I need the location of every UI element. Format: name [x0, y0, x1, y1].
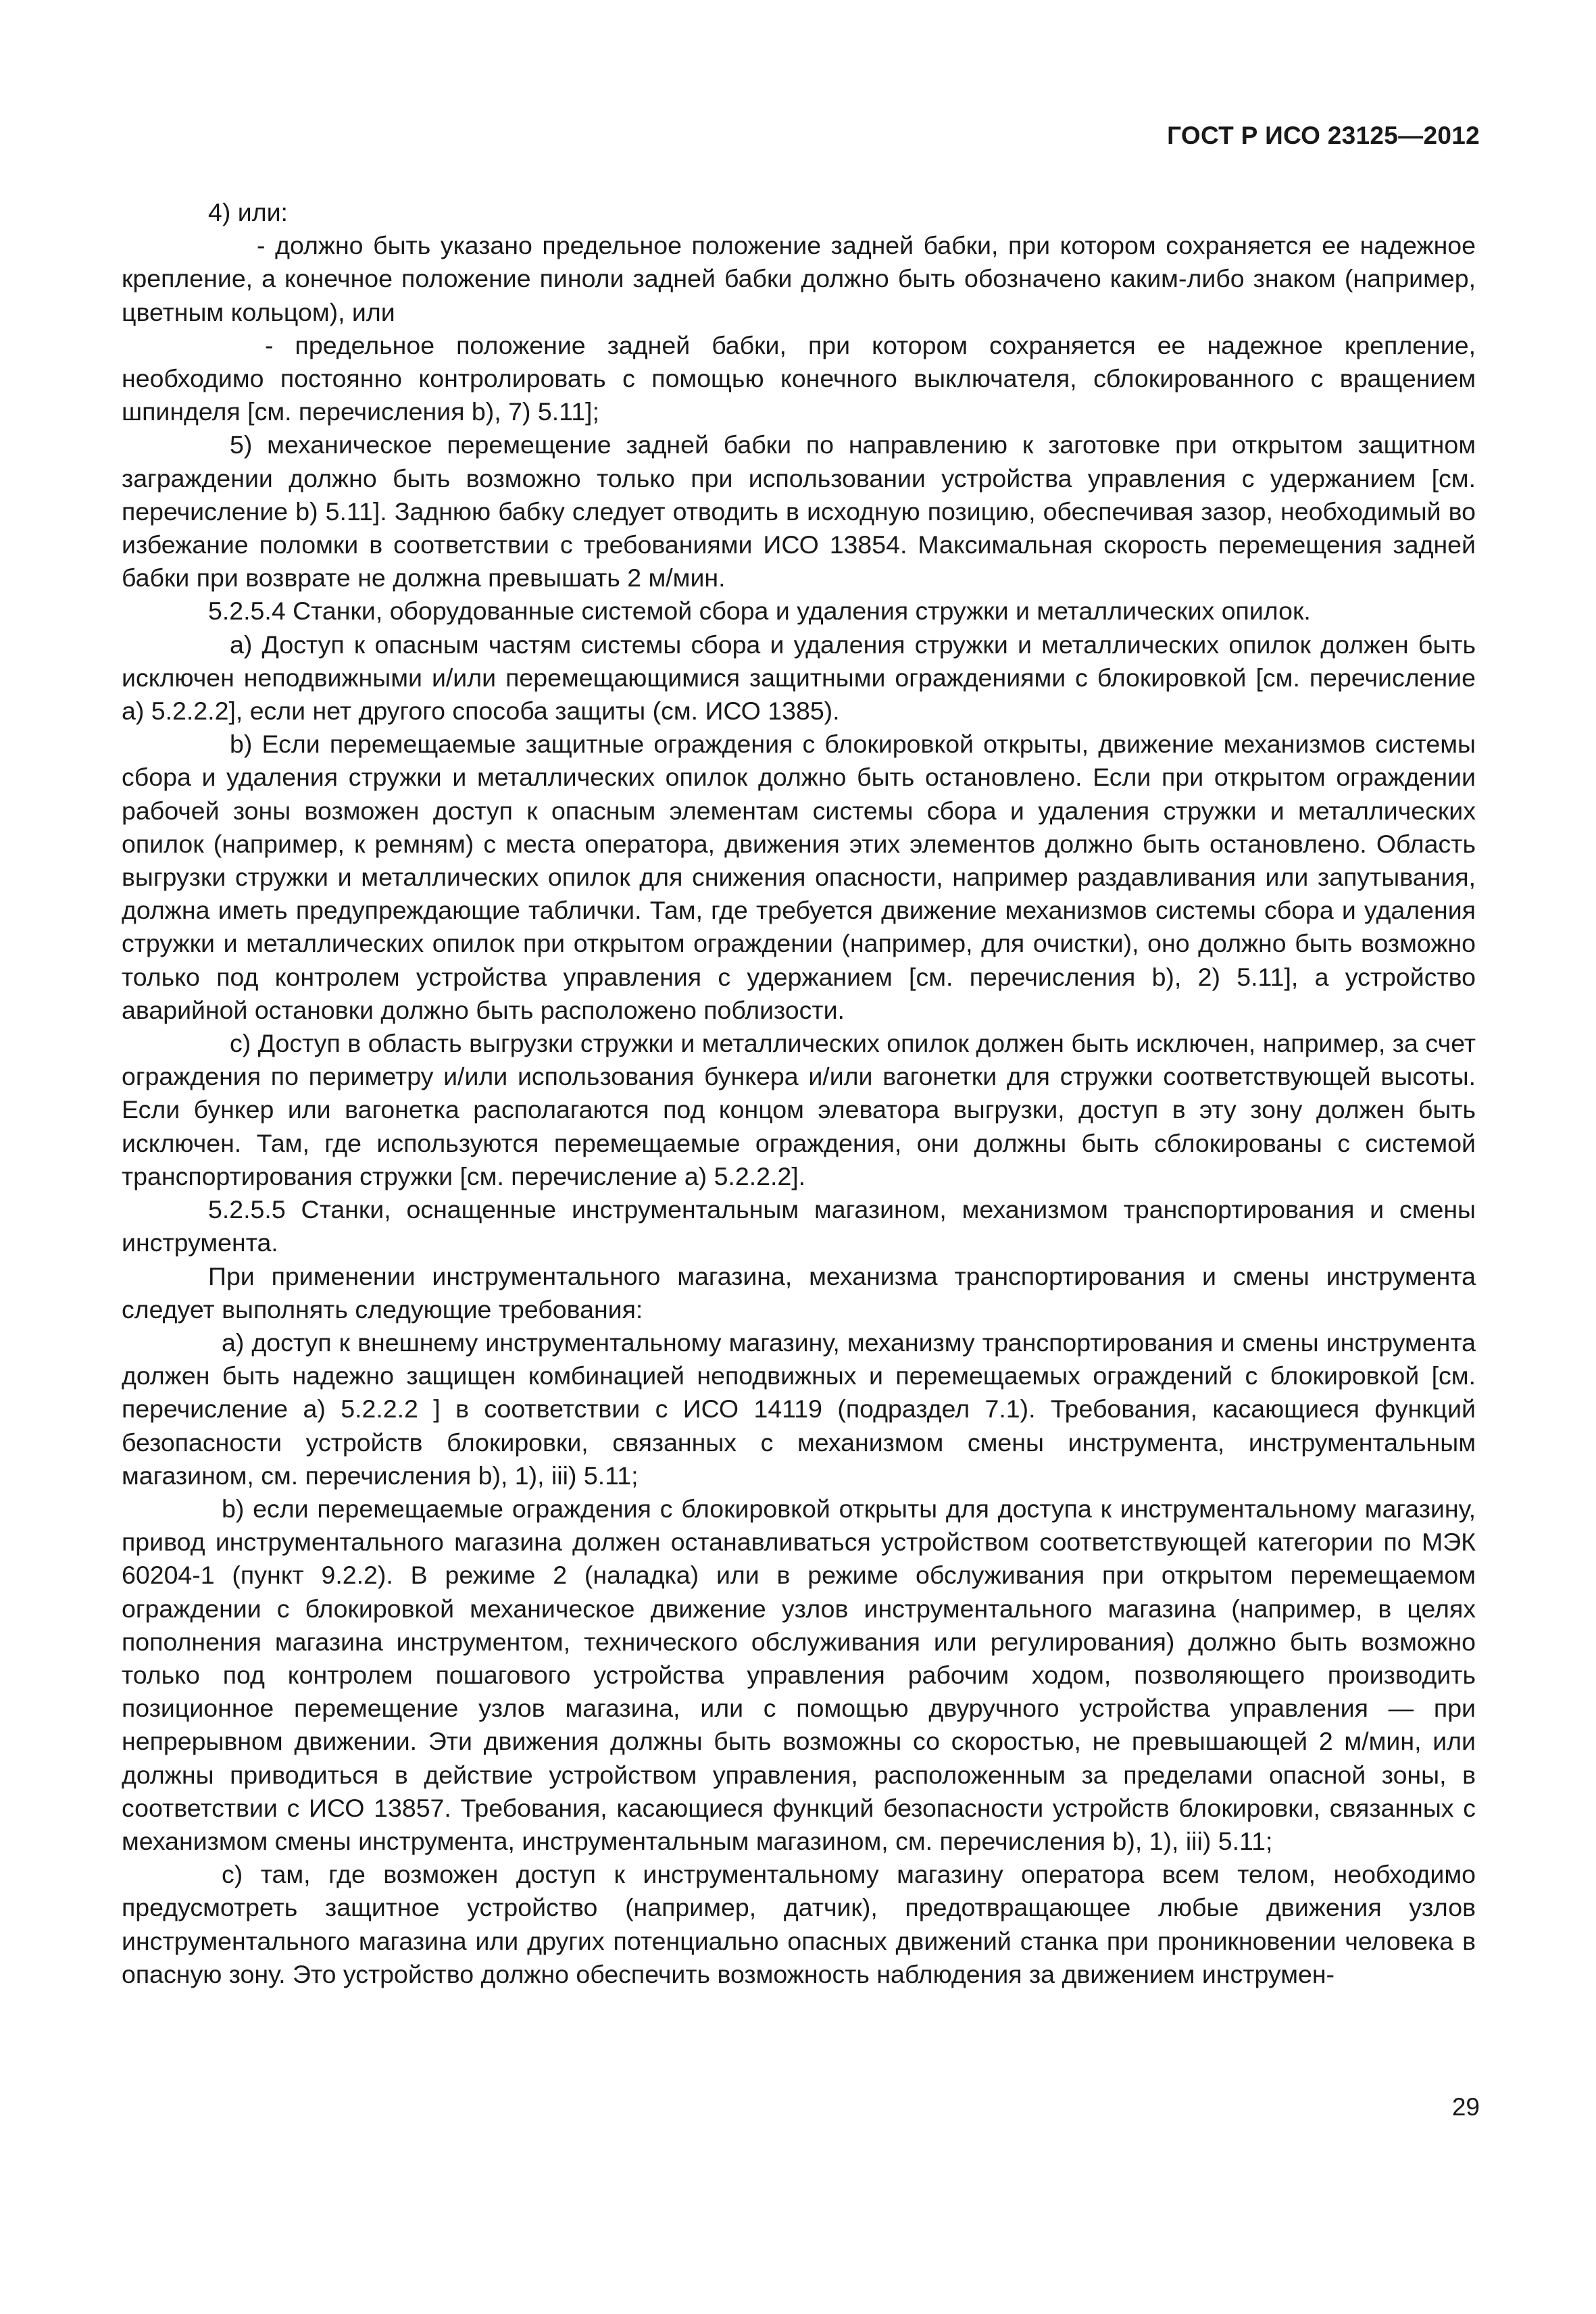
paragraph-5-2-5-4-a: a) Доступ к опасным частям системы сбора и удаления стружки и металлических опилок должен быть исключен неподвижными и/или перемещающимися защитными ограждениями с блокировкой [см. перечисление a) 5.2.2.2], если нет другого способа защиты (см. ИСО 1385).: [122, 630, 1476, 726]
page-number: 29: [1451, 2093, 1480, 2121]
paragraph-5-2-5-5-intro: При применении инструментального магазина, механизма транспортирования и смены инструмента следует выполнять следующие требования:: [122, 1261, 1476, 1324]
document-body: [122, 196, 1476, 1991]
paragraph-dash-2: - предельное положение задней бабки, при котором сохраняется ее надежное крепление, необходимо постоянно контролировать с помощью конечного выключателя, сблокированного с вращением шпинделя [см. перечисления b), 7) 5.11];: [122, 330, 1476, 426]
paragraph-5-2-5-5-c: c) там, где возможен доступ к инструментальному магазину оператора всем телом, необходимо предусмотреть защитное устройство (например, датчик), предотвращающее любые движения узлов инструментального магазина или других потенциально опасных движений станка при проникновении человека в опасную зону. Это устройство должно обеспечить возможность наблюдения за движением инструмен-: [122, 1860, 1476, 1988]
paragraph-item-4: 4) или:: [208, 198, 288, 226]
paragraph-5-2-5-4-b: b) Если перемещаемые защитные ограждения с блокировкой открыты, движение механизмов системы сбора и удаления стружки и металлических опилок должно быть остановлено. Если при открытом ограждении рабочей зоны возможен доступ к опасным элементам системы сбора и удаления стружки и металлических опилок (например, к ремням) с места оператора, движения этих элементов должно быть остановлено. Область выгрузки стружки и металлических опилок для снижения опасности, например раздавливания или запутывания, должна иметь предупреждающие таблички. Там, где требуется движение механизмов системы сбора и удаления стружки и металлических опилок при открытом ограждении (например, для очистки), оно должно быть возможно только под контролем устройства управления с удержанием [см. перечисления b), 2) 5.11], а устройство аварийной остановки должно быть расположено поблизости.: [122, 730, 1476, 1024]
paragraph-5-2-5-5-b: b) если перемещаемые ограждения с блокировкой открыты для доступа к инструментальному магазину, привод инструментального магазина должен останавливаться устройством соответствующей категории по МЭК 60204-1 (пункт 9.2.2). В режиме 2 (наладка) или в режиме обслуживания при открытом перемещаемом ограждении с блокировкой механическое движение узлов инструментального магазина (например, в целях пополнения магазина инструментом, технического обслуживания или регулирования) должно быть возможно только под контролем пошагового устройства управления рабочим ходом, позволяющего производить позиционное перемещение узлов магазина, или с помощью двуручного устройства управления — при непрерывном движении. Эти движения должны быть возможны со скоростью, не превышающей 2 м/мин, или должны приводиться в действие устройством управления, расположенным за пределами опасной зоны, в соответствии с ИСО 13857. Требования, касающиеся функций безопасности устройств блокировки, связанных с механизмом смены инструмента, инструментальным магазином, см. перечисления b), 1), iii) 5.11;: [122, 1494, 1476, 1855]
paragraph-5-2-5-5-a: a) доступ к внешнему инструментальному магазину, механизму транспортирования и смены инструмента должен быть надежно защищен комбинацией неподвижных и перемещаемых ограждений с блокировкой [см. перечисление a) 5.2.2.2 ] в соответствии с ИСО 14119 (подраздел 7.1). Требования, касающиеся функций безопасности устройств блокировки, связанных с механизмом смены инструмента, инструментальным магазином, см. перечисления b), 1), iii) 5.11;: [122, 1328, 1476, 1490]
document-code-header: ГОСТ Р ИСО 23125—2012: [1167, 122, 1480, 149]
paragraph-5-2-5-5: 5.2.5.5 Станки, оснащенные инструментальным магазином, механизмом транспортирования и смены инструмента.: [122, 1195, 1476, 1257]
paragraph-item-5: 5) механическое перемещение задней бабки по направлению к заготовке при открытом защитном заграждении должно быть возможно только при использовании устройства управления с удержанием [см. перечисление b) 5.11]. Заднюю бабку следует отводить в исходную позицию, обеспечивая зазор, необходимый во избежание поломки в соответствии с требованиями ИСО 13854. Максимальная скорость перемещения задней бабки при возврате не должна превышать 2 м/мин.: [122, 430, 1476, 593]
paragraph-5-2-5-4-c: c) Доступ в область выгрузки стружки и металлических опилок должен быть исключен, например, за счет ограждения по периметру и/или использования бункера и/или вагонетки для стружки соответствующей высоты. Если бункер или вагонетка располагаются под концом элеватора выгрузки, доступ в эту зону должен быть исключен. Там, где используются перемещаемые ограждения, они должны быть сблокированы с системой транспортирования стружки [см. перечисление a) 5.2.2.2].: [122, 1029, 1476, 1190]
paragraph-dash-1: - должно быть указано предельное положение задней бабки, при котором сохраняется ее надежное крепление, а конечное положение пиноли задней бабки должно быть обозначено каким-либо знаком (например, цветным кольцом), или: [122, 231, 1476, 326]
paragraph-5-2-5-4: 5.2.5.4 Станки, оборудованные системой сбора и удаления стружки и металлических опилок.: [208, 597, 1311, 626]
